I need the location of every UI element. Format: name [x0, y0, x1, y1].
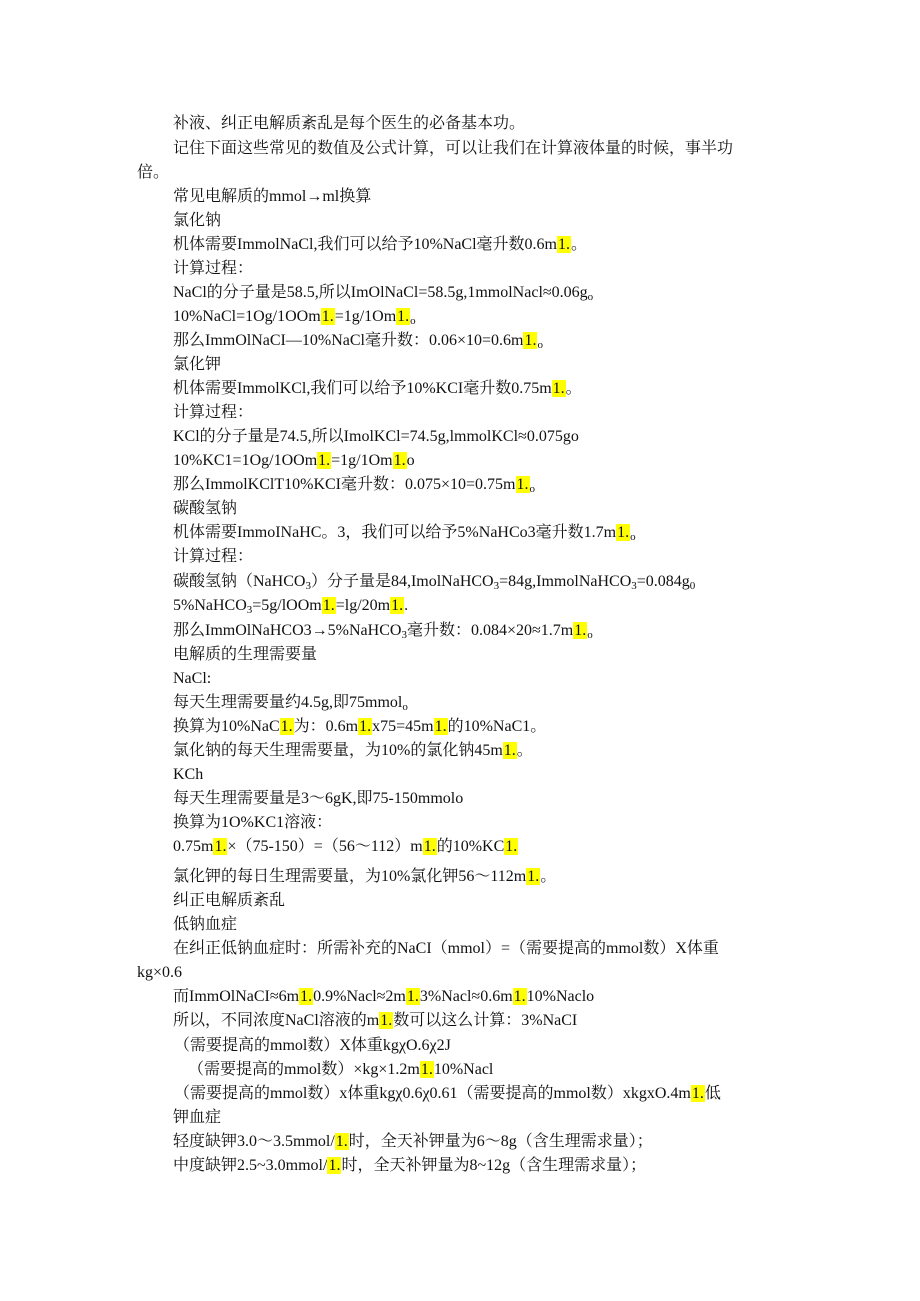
text-line: 氯化钾的每日生理需要量，为10%氯化钾56～112m1.。	[173, 868, 557, 885]
subheading: NaCl:	[173, 670, 212, 687]
text-line: 0.75m1.×（75-150）=（56～112）m1.的10%KC1.	[173, 838, 518, 855]
highlight: 1.	[397, 308, 410, 325]
highlight: 1.	[505, 838, 518, 855]
text-line: 那么ImmolKClT10%KCI毫升数：$0.075\times 10=0.75m1._o$	[173, 476, 535, 495]
highlight: 1.	[300, 988, 313, 1005]
section-heading: 常见电解质的mmol→ml换算	[173, 188, 372, 205]
subheading: KCh	[173, 766, 204, 783]
highlight: 1.	[391, 597, 404, 614]
subheading: 低钠血症	[173, 916, 238, 933]
text-line: 5%NaHCO$_3$=5g/lOOm1.=lg/20m1..	[173, 597, 409, 616]
highlight: 1.	[328, 1157, 341, 1174]
text-line: 记住下面这些常见的数值及公式计算，可以让我们在计算液体量的时候，事半功	[173, 140, 734, 157]
highlight: 1.	[503, 742, 516, 759]
highlight: 1.	[617, 524, 630, 541]
text-line: 钾血症	[173, 1109, 222, 1126]
highlight: 1.	[321, 308, 334, 325]
text-line: 机体需要ImmolNaCl,我们可以给予10%NaCl毫升数0.6m1.。	[173, 236, 588, 253]
highlight: 1.	[516, 476, 529, 493]
highlight: 1.	[434, 718, 447, 735]
highlight: 1.	[393, 452, 406, 469]
text-line: 每天生理需要量约4.5g,即75mmol$_o$	[173, 694, 408, 713]
text-line: 在纠正低钠血症时：所需补充的NaCI（mmol）=（需要提高的mmol数）X体重	[173, 940, 719, 957]
highlight: 1.	[574, 622, 587, 639]
subheading: 氯化钠	[173, 212, 222, 229]
text-line: 碳酸氢钠（NaHCO$_3$）分子量是$84,ImolNaHCO_3=84g,ImmolNaHCO_3=0.084g_0$	[173, 573, 696, 592]
highlight: 1.	[318, 452, 331, 469]
highlight: 1.	[420, 1061, 433, 1078]
text-line: 每天生理需要量是3～6gK,即75-150mmolo	[173, 790, 464, 807]
text-line: 倍。	[137, 164, 170, 181]
text-line: 轻度缺钾3.0～3.5mmol/1.时，全天补钾量为6～8g（含生理需求量）；	[173, 1133, 653, 1150]
text-line: 换算为10%NaC1.为：0.6m1.x75=45m1.的10%NaC1。	[173, 718, 547, 735]
text-line: 计算过程：	[173, 548, 254, 565]
text-line: 换算为1O%KC1溶液：	[173, 814, 333, 831]
highlight: 1.	[380, 1012, 393, 1029]
highlight: 1.	[322, 597, 335, 614]
highlight: 1.	[558, 236, 570, 253]
highlight: 1.	[691, 1085, 704, 1102]
text-line: 补液、纠正电解质紊乱是每个医生的必备基本功。	[173, 115, 526, 132]
text-line: $10\%NaCl=1Og/1OOm1.=1g/1Om1._o$	[173, 308, 416, 327]
text-line: 那么ImmOlNaCI—10%NaCl毫升数：$0.06\times 10=0.6m1._o$	[173, 332, 543, 351]
text-line: kg×0.6	[137, 964, 183, 981]
highlight: 1.	[406, 988, 419, 1005]
text-line: （需要提高的mmol数）X体重kgχO.6χ2J	[174, 1037, 451, 1054]
highlight: 1.	[335, 1133, 348, 1150]
highlight: 1.	[359, 718, 372, 735]
highlight: 1.	[527, 868, 540, 885]
text-line: 而ImmOlNaCI≈6m1.0.9%Nacl≈2m1.3%Nacl≈0.6m1.10%Naclo	[173, 988, 595, 1005]
highlight: 1.	[423, 838, 436, 855]
subheading: 碳酸氢钠	[173, 500, 238, 517]
text-line: （需要提高的mmol数）x体重kgχ0.6χ0.61（需要提高的mmol数）xkgxO.4m1.低	[174, 1085, 721, 1102]
highlight: 1.	[524, 332, 537, 349]
text-line: 那么ImmOlNaHCO3→5%NaHCO$_3$毫升数：$0.084\times 20\approx 1.7m1._o$	[173, 622, 593, 641]
highlight: 1.	[552, 380, 565, 397]
section-heading: 纠正电解质紊乱	[173, 892, 286, 909]
highlight: 1.	[513, 988, 526, 1005]
text-line: 中度缺钾2.5~3.0mmol/1.时，全天补钾量为8~12g（含生理需求量）；	[173, 1157, 647, 1174]
text-line: 计算过程：	[173, 404, 254, 421]
highlight: 1.	[280, 718, 293, 735]
text-line: 所以，不同浓度NaCl溶液的m1.数可以这么计算：3%NaCI	[173, 1012, 578, 1029]
text-line: 机体需要ImmoINaHC。3，我们可以给予5%NaHCo3毫升数$1.7m1._o$	[173, 524, 636, 543]
subheading: 氯化钾	[173, 356, 222, 373]
text-line: NaCl的分子量是58.5,所以$ImOlNaCl=58.5g,1mmolNacl\approx 0.06g_o$	[173, 284, 594, 303]
text-line: 10%KC1=1Og/1OOm1.=1g/1Om1.o	[173, 452, 415, 469]
text-line: KCl的分子量是74.5,所以ImolKCl=74.5g,lmmolKCl≈0.075go	[173, 428, 579, 445]
text-line: 机体需要ImmolKCl,我们可以给予10%KCI毫升数0.75m1.。	[173, 380, 582, 397]
highlight: 1.	[214, 838, 227, 855]
text-line: （需要提高的mmol数）×kg×1.2m1.10%Nacl	[188, 1061, 494, 1078]
section-heading: 电解质的生理需要量	[173, 646, 318, 663]
text-line: 计算过程：	[173, 260, 254, 277]
text-line: 氯化钠的每天生理需要量，为10%的氯化钠45m1.。	[173, 742, 533, 759]
